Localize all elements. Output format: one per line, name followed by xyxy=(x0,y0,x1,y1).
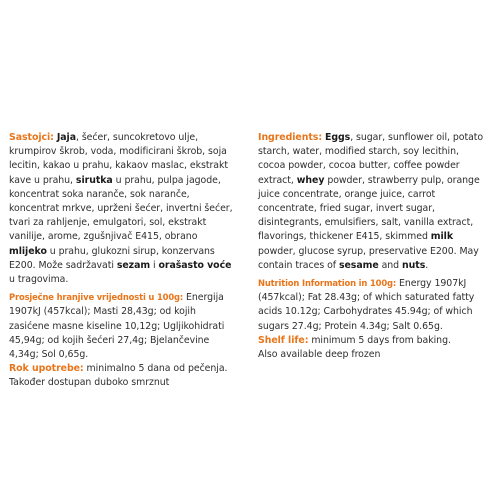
ingredients-label-en: Ingredients: xyxy=(258,132,323,143)
allergen-word: sirutka xyxy=(75,174,113,186)
ingredients-paragraph-hr xyxy=(9,131,235,287)
nutrition-text-hr: Energija 1907kJ (457kcal); Masti 28,43g; od kojih zasićene masne kiseline 10,12g; Ugljikohidrati 45,94g; od kojih šećeri 27,4g; Bjelančevine 4,34g; Sol 0,65g. xyxy=(9,292,225,361)
ingredients-text-en xyxy=(258,132,483,271)
ingredients-run: powder, glucose syrup, preservative E200. May contain traces of xyxy=(258,245,479,271)
allergen-word: orašasto voće xyxy=(158,259,232,271)
shelf-life-paragraph-hr xyxy=(9,362,235,376)
ingredients-run: u tragovima. xyxy=(9,274,69,286)
shelf-life-text-hr: minimalno 5 dana od pečenja. xyxy=(83,363,228,375)
ingredients-run: i xyxy=(150,259,159,271)
nutrition-label-hr: Prosječne hranjive vrijednosti u 100g: xyxy=(9,292,184,303)
ingredients-run: and xyxy=(378,259,403,271)
english-label-column xyxy=(258,131,485,362)
croatian-label-column xyxy=(9,131,235,391)
shelf-life-label-en: Shelf life: xyxy=(258,334,309,346)
ingredients-label-hr: Sastojci: xyxy=(9,132,54,143)
ingredients-paragraph-en xyxy=(258,131,485,273)
ingredients-text-hr xyxy=(9,132,233,285)
nutrition-text-en: Energy 1907kJ (457kcal); Fat 28.43g; of which saturated fatty acids 10.12g; Carbohydrates 45.94g; of which sugars 27.4g; Protein 4.34g; Salt 0.65g. xyxy=(258,278,475,332)
allergen-word: whey xyxy=(296,174,325,186)
nutrition-label-en: Nutrition Information in 100g: xyxy=(258,278,397,289)
ingredients-run: . xyxy=(425,259,429,271)
nutrition-paragraph-hr xyxy=(9,290,235,362)
ingredients-run: powder, strawberry pulp, orange juice concentrate, orange juice, carrot concentrate, fried sugar, invert sugar, disintegrants, emulsifiers, salt, vanilla extract, flavorings, thickener E415, skimmed xyxy=(258,174,480,243)
allergen-word: Jaja xyxy=(56,132,76,143)
shelf-life-label-hr: Rok upotrebe: xyxy=(9,363,84,375)
allergen-word: nuts xyxy=(402,259,426,271)
frozen-note-en: Also available deep frozen xyxy=(258,349,381,361)
nutrition-paragraph-en xyxy=(258,276,485,334)
ingredients-run: u prahu, pulpa jagode, koncentrat soka naranče, sok naranče, koncentrat mrkve, uprženi šećer, invertni šećer, tvari za rahljenje, emulgatori, sol, ekstrakt vanilije, arome, zgušnjivač E415, obrano xyxy=(9,174,233,243)
shelf-life-text-en: minimum 5 days from baking. xyxy=(308,334,451,346)
allergen-word: sesame xyxy=(338,259,379,271)
allergen-word: mlijeko xyxy=(9,245,47,257)
allergen-word: sezam xyxy=(116,259,151,271)
ingredients-run: u prahu, glukozni sirup, konzervans E200. Može sadržavati xyxy=(9,245,215,271)
allergen-word: milk xyxy=(430,231,454,243)
ingredients-run: , sugar, sunflower oil, potato starch, water, modified starch, soy lecithin, cocoa powder, cocoa butter, coffee powder extract, xyxy=(258,132,484,186)
allergen-word: Eggs xyxy=(324,132,351,143)
ingredients-run: , šećer, suncokretovo ulje, krumpirov škrob, voda, modificirani škrob, soja lecitin, kakao u prahu, kakaov maslac, ekstrakt kave u prahu, xyxy=(9,132,228,186)
shelf-life-paragraph-en xyxy=(258,334,485,348)
frozen-note-hr: Također dostupan duboko smrznut xyxy=(9,377,170,389)
